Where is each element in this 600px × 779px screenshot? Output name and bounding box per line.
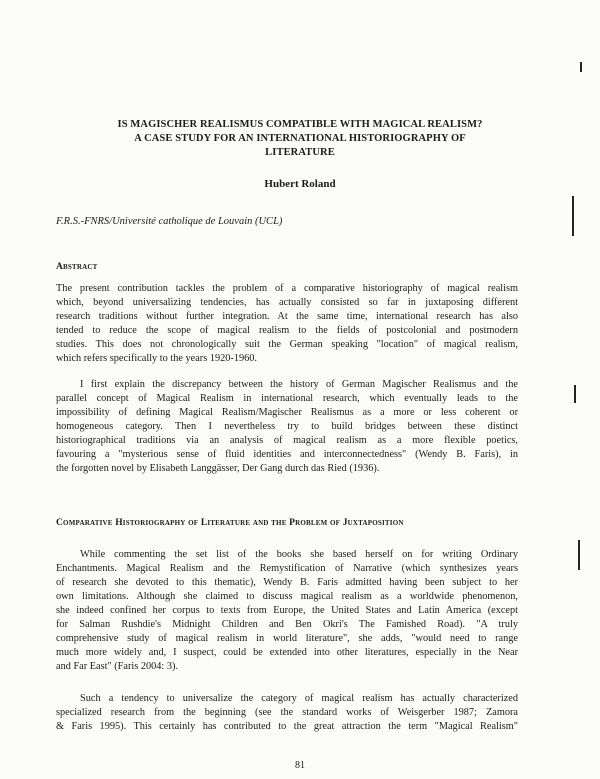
section-paragraph-1 xyxy=(56,548,518,674)
text-line: for Salman Rushdie's Midnight Children and Ben Okri's The Famished Road). "A truly xyxy=(56,619,518,630)
abstract-heading: Abstract xyxy=(56,262,98,272)
text-line: much more widely and, I suspect, could be extended into other literatures, especially in the Near xyxy=(56,647,518,658)
author-affiliation: F.R.S.-FNRS/Université catholique de Louvain (UCL) xyxy=(56,216,283,227)
text-line: she indeed confined her corpus to texts from Europe, the United States and Latin America (except xyxy=(56,605,518,616)
text-line: and Far East" (Faris 2004: 3). xyxy=(56,661,179,672)
scan-margin-mark xyxy=(578,540,580,570)
text-line: impossibility of defining Magical Realism/Magischer Realismus as a more or less coherent or xyxy=(56,407,518,418)
text-line: Enchantments. Magical Realism and the Remystification of Narrative (which synthesizes years xyxy=(56,563,518,574)
page-number: 81 xyxy=(295,760,305,771)
title-line: A CASE STUDY FOR AN INTERNATIONAL HISTORIOGRAPHY OF xyxy=(134,133,466,144)
text-line: parallel concept of Magical Realism in international research, which eventually leads to the xyxy=(56,393,518,404)
text-line: specialized research from the beginning (see the standard works of Weisgerber 1987; Zamora xyxy=(56,707,518,718)
text-line: homogeneous category. Then I nevertheless try to build bridges between these distinct xyxy=(56,421,518,432)
abstract-paragraph-1 xyxy=(56,282,518,366)
section-heading: Comparative Historiography of Literature and the Problem of Juxtaposition xyxy=(56,518,404,528)
scan-margin-mark xyxy=(580,62,582,72)
paper-title xyxy=(60,118,540,160)
title-line: IS MAGISCHER REALISMUS COMPATIBLE WITH MAGICAL REALISM? xyxy=(117,119,483,130)
text-line: While commenting the set list of the books she based herself on for writing Ordinary xyxy=(80,549,518,560)
author-name: Hubert Roland xyxy=(264,178,336,190)
text-line: studies. This does not chronologically suit the German speaking "location" of magical realism, xyxy=(56,339,518,350)
text-line: the forgotten novel by Elisabeth Langgässer, Der Gang durch das Ried (1936). xyxy=(56,463,380,474)
text-line: The present contribution tackles the problem of a comparative historiography of magical realism xyxy=(56,283,518,294)
scan-margin-mark xyxy=(574,385,576,403)
text-line: & Faris 1995). This certainly has contributed to the great attraction the term "Magical Realism" xyxy=(56,721,518,732)
text-line: I first explain the discrepancy between the history of German Magischer Realismus and the xyxy=(80,379,518,390)
text-line: tended to reduce the scope of magical realism to the fields of postcolonial and postmodern xyxy=(56,325,518,336)
text-line: own limitations. Although she claimed to discuss magical realism as a worldwide phenomenon, xyxy=(56,591,518,602)
text-line: of research she devoted to this thematic), Wendy B. Faris admitted having been subject to her xyxy=(56,577,518,588)
text-line: which, beyond universalizing tendencies, has actually consisted so far in juxtaposing different xyxy=(56,297,518,308)
text-line: comprehensive study of magical realism in world literature", she adds, "would need to range xyxy=(56,633,518,644)
abstract-paragraph-2 xyxy=(56,378,518,476)
text-line: historiographical traditions via an analysis of magical realism as a more flexible poetics, xyxy=(56,435,518,446)
title-line: LITERATURE xyxy=(265,147,335,158)
section-paragraph-2 xyxy=(56,692,518,734)
text-line: which refers specifically to the years 1920-1960. xyxy=(56,353,258,364)
text-line: Such a tendency to universalize the category of magical realism has actually characterized xyxy=(80,693,518,704)
text-line: favouring a "mysterious sense of fluid identities and interconnectedness" (Wendy B. Faris), in xyxy=(56,449,518,460)
scan-margin-mark xyxy=(572,196,574,236)
text-line: research traditions without further integration. At the same time, international research has also xyxy=(56,311,518,322)
